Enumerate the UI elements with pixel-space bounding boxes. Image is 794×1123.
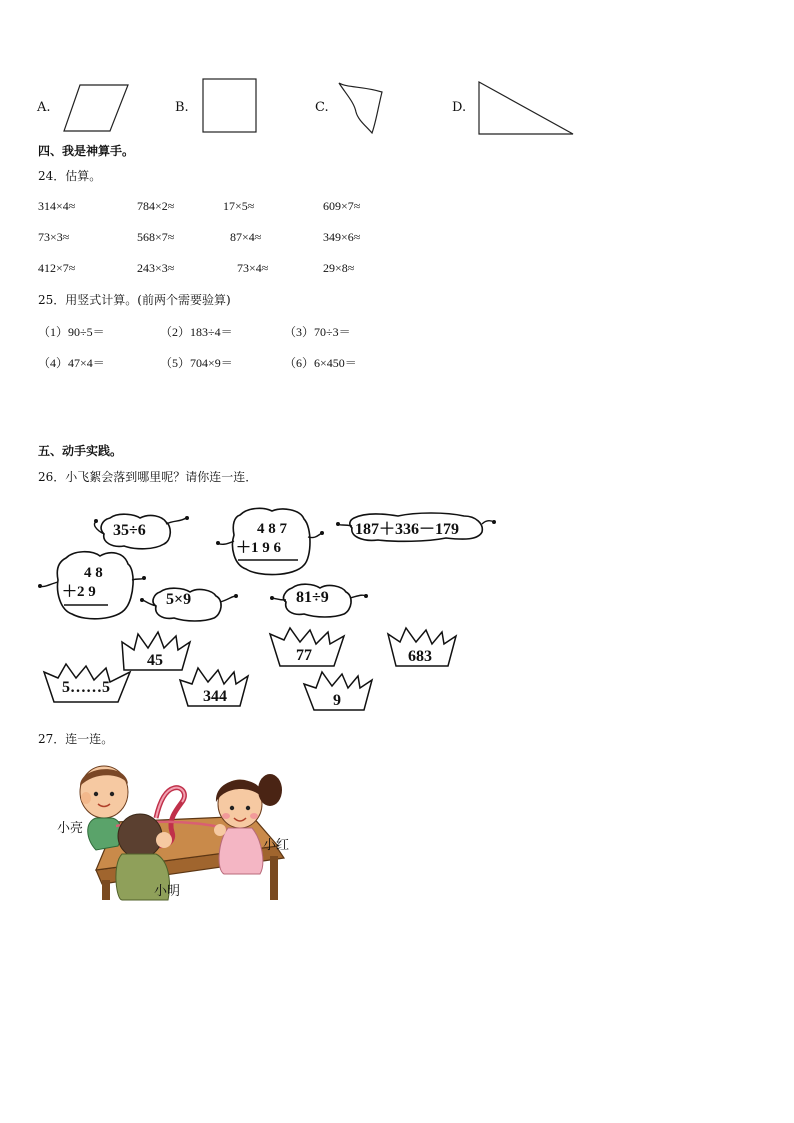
estimate-item: 87×4≈ (230, 230, 262, 244)
grass-number: 45 (147, 652, 163, 669)
q27-title: 27．连一连。 (38, 732, 114, 746)
square-icon (201, 77, 258, 134)
estimate-item: 412×7≈ (38, 261, 76, 275)
grass-number: 5……5 (62, 679, 110, 696)
vertical-calc-item: （2）183÷4＝ (160, 325, 233, 339)
section-5-title: 五、动手实践。 (38, 444, 123, 458)
right-triangle-icon (477, 80, 575, 136)
cloud-addend-bottom: ＋1 9 6 (236, 540, 282, 556)
parallelogram-icon (62, 83, 130, 133)
option-c-label: C. (315, 100, 329, 115)
estimate-item: 314×4≈ (38, 199, 76, 213)
q25-title: 25．用竖式计算。(前两个需要验算) (38, 293, 231, 307)
cloud-addend-top: 4 8 7 (257, 521, 287, 537)
section-4-title: 四、我是神算手。 (38, 144, 135, 158)
grass-number: 77 (296, 647, 312, 664)
estimate-item: 568×7≈ (137, 230, 175, 244)
option-d-label: D. (452, 100, 467, 115)
grass-number: 9 (333, 692, 341, 709)
estimate-item: 17×5≈ (223, 199, 255, 213)
sum-line (64, 604, 108, 607)
option-a-label: A. (37, 100, 51, 115)
irregular-shape-icon (336, 80, 386, 136)
estimate-item: 29×8≈ (323, 261, 355, 275)
cloud-addend-bottom: ＋2 9 (62, 584, 96, 600)
grass-number: 344 (203, 688, 227, 705)
children-playing-illustration (56, 760, 296, 900)
cloud-expression: 187＋336－179 (355, 521, 460, 538)
cloud-expression: 35÷6 (113, 522, 146, 539)
sum-line (238, 559, 298, 562)
vertical-calc-item: （4）47×4＝ (38, 356, 105, 370)
cloud-expression: 5×9 (166, 591, 192, 608)
cloud-addend-top: 4 8 (84, 565, 103, 581)
estimate-item: 784×2≈ (137, 199, 175, 213)
estimate-item: 349×6≈ (323, 230, 361, 244)
vertical-calc-item: （3）70÷3＝ (284, 325, 351, 339)
estimate-item: 73×4≈ (237, 261, 269, 275)
q26-title: 26．小飞絮会落到哪里呢？请你连一连． (38, 470, 258, 484)
name-label-xiaohong: 小红 (263, 838, 290, 853)
estimate-item: 243×3≈ (137, 261, 175, 275)
option-b-label: B. (175, 100, 189, 115)
vertical-calc-item: （1）90÷5＝ (38, 325, 105, 339)
name-label-xiaoliang: 小亮 (57, 821, 84, 836)
estimate-item: 609×7≈ (323, 199, 361, 213)
cloud-expression: 81÷9 (296, 589, 329, 606)
vertical-calc-item: （5）704×9＝ (160, 356, 233, 370)
grass-number: 683 (408, 648, 432, 665)
estimate-item: 73×3≈ (38, 230, 70, 244)
q24-title: 24．估算。 (38, 169, 102, 183)
name-label-xiaoming: 小明 (154, 884, 181, 899)
vertical-calc-item: （6）6×450＝ (284, 356, 357, 370)
